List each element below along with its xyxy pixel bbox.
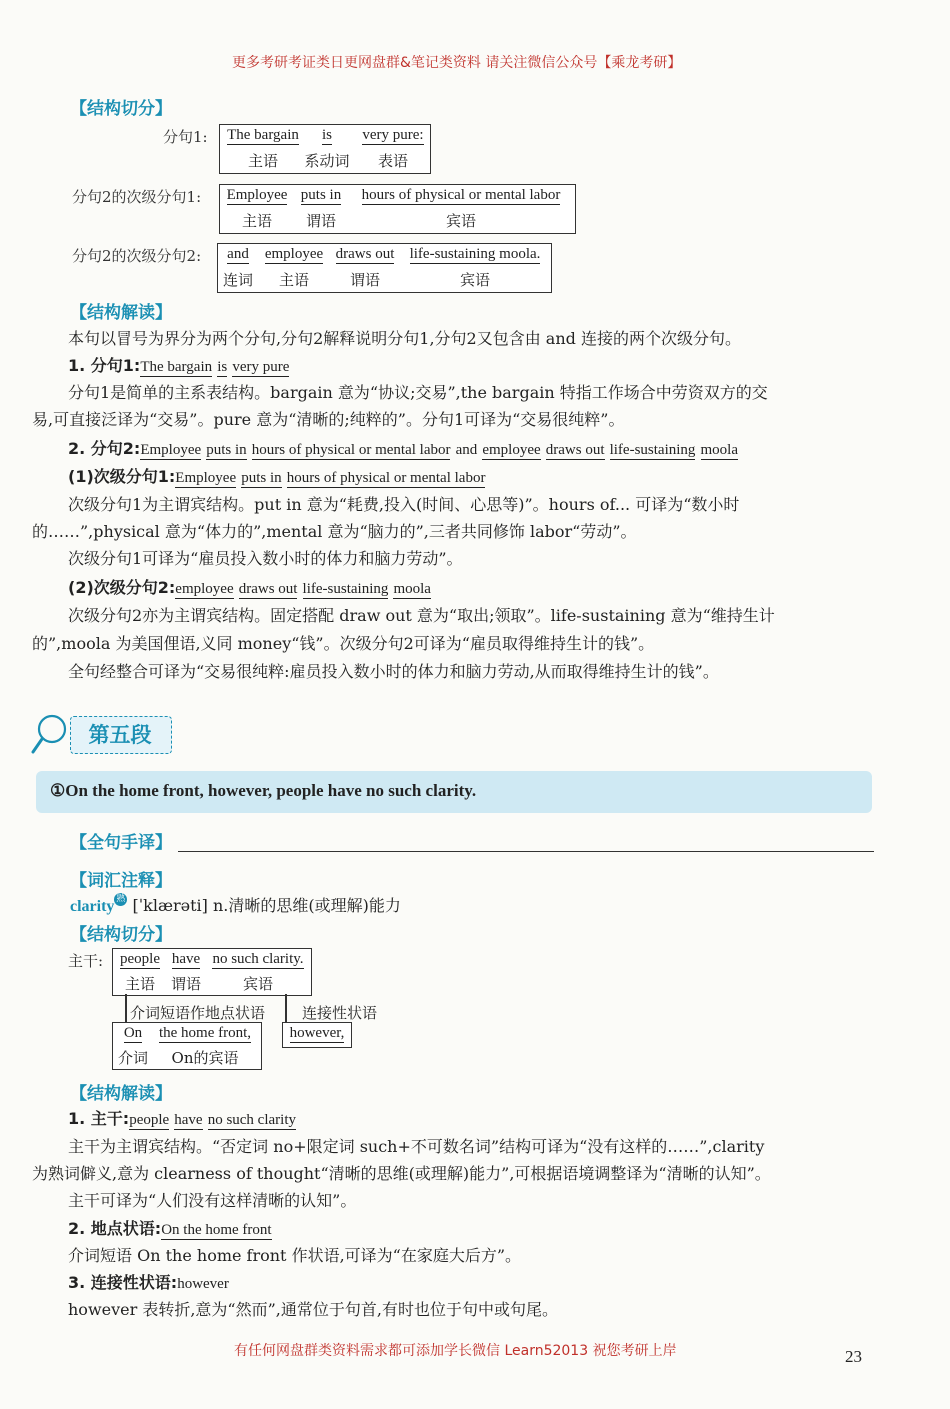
section-heading-analysis-2: 【结构解读】 bbox=[70, 1084, 172, 1104]
point-heading: 2. 分句2:Employee puts in hours of physical or mental labor and employee draws out life-sustaining moola bbox=[68, 439, 739, 458]
word: employee bbox=[264, 246, 324, 262]
role: 连词 bbox=[222, 271, 253, 289]
point-heading: (2)次级分句2:employee draws out life-sustaining moola bbox=[68, 578, 431, 597]
word: Employee bbox=[226, 187, 288, 203]
role: 主语 bbox=[278, 271, 309, 289]
word: On bbox=[123, 1025, 143, 1041]
role: 宾语 bbox=[459, 271, 490, 289]
paragraph: 次级分句1为主谓宾结构。put in 意为“耗费,投入(时间、心思等)”。hours of... 可译为“数小时 bbox=[68, 495, 740, 514]
note-left: 介词短语作地点状语 bbox=[130, 1004, 266, 1022]
vocab-entry bbox=[70, 893, 401, 916]
word: no such clarity. bbox=[212, 951, 304, 967]
section-heading-translate: 【全句手译】 bbox=[70, 833, 172, 853]
role: 谓语 bbox=[349, 271, 380, 289]
section-heading-analysis: 【结构解读】 bbox=[70, 303, 172, 323]
vocab-word: clarity bbox=[70, 898, 115, 915]
word: however, bbox=[289, 1025, 345, 1041]
role: 系动词 bbox=[304, 152, 350, 170]
role: 谓语 bbox=[305, 212, 336, 230]
point-heading: 1. 主干:people have no such clarity bbox=[68, 1109, 296, 1128]
paragraph: 主干为主谓宾结构。“否定词 no+限定词 such+不可数名词”结构可译为“没有这样的……”,clarity bbox=[68, 1137, 765, 1156]
section-title: 第五段 bbox=[88, 723, 152, 747]
pp-box bbox=[112, 1022, 262, 1070]
point-heading: 1. 分句1:The bargain is very pure bbox=[68, 356, 290, 375]
page-number: 23 bbox=[845, 1347, 862, 1366]
word: have bbox=[171, 951, 201, 967]
paragraph: 为熟词僻义,意为 clearness of thought“清晰的思维(或理解)能力”,可根据语境调整译为“清晰的认知”。 bbox=[32, 1164, 771, 1183]
point-heading: (1)次级分句1:Employee puts in hours of physical or mental labor bbox=[68, 467, 486, 486]
word: draws out bbox=[335, 246, 395, 262]
word: puts in bbox=[300, 187, 342, 203]
clause-label: 分句1: bbox=[163, 128, 208, 146]
connector bbox=[285, 994, 287, 1022]
section-heading-structure-2: 【结构切分】 bbox=[70, 925, 172, 945]
paragraph: 次级分句2亦为主谓宾结构。固定搭配 draw out 意为“取出;领取”。life-sustaining 意为“维持生计 bbox=[68, 606, 775, 625]
role: 主语 bbox=[124, 975, 155, 993]
role: 表语 bbox=[377, 152, 408, 170]
clause-box bbox=[217, 243, 552, 293]
point-heading: 2. 地点状语:On the home front bbox=[68, 1219, 272, 1238]
paragraph: 易,可直接泛译为“交易”。pure 意为“清晰的;纯粹的”。分句1可译为“交易很纯粹”。 bbox=[32, 410, 625, 429]
section-heading-vocab: 【词汇注释】 bbox=[70, 871, 172, 891]
word: the home front, bbox=[158, 1025, 252, 1041]
conj-box bbox=[282, 1022, 352, 1048]
role: 介词 bbox=[117, 1049, 148, 1067]
vocab-def: [ˈklærəti] n.清晰的思维(或理解)能力 bbox=[132, 896, 401, 915]
paragraph: 主干可译为“人们没有这样清晰的认知”。 bbox=[68, 1191, 357, 1210]
top-banner: 更多考研考证类日更网盘群&笔记类资料 请关注微信公众号【乘龙考研】 bbox=[232, 55, 682, 71]
role: 宾语 bbox=[445, 212, 476, 230]
word: people bbox=[120, 951, 160, 967]
source-sentence: ①On the home front, however, people have no such clarity. bbox=[50, 781, 477, 800]
role: 主语 bbox=[247, 152, 278, 170]
word: and bbox=[227, 246, 249, 262]
bottom-banner: 有任何网盘群类资料需求都可添加学长微信 Learn52013 祝您考研上岸 bbox=[234, 1343, 677, 1359]
role: 主语 bbox=[241, 212, 272, 230]
familiar-badge-icon: 熟 bbox=[116, 894, 126, 904]
word: life-sustaining moola. bbox=[409, 246, 541, 262]
paragraph: 次级分句1可译为“雇员投入数小时的体力和脑力劳动”。 bbox=[68, 549, 463, 568]
paragraph: 介词短语 On the home front 作状语,可译为“在家庭大后方”。 bbox=[68, 1246, 522, 1265]
main-label: 主干: bbox=[68, 952, 104, 970]
paragraph: 分句1是简单的主系表结构。bargain 意为“协议;交易”,the bargain 特指工作场合中劳资双方的交 bbox=[68, 383, 768, 402]
clause-box bbox=[219, 184, 576, 234]
role: 谓语 bbox=[170, 975, 201, 993]
connector bbox=[125, 994, 127, 1022]
paragraph: 全句经整合可译为“交易很纯粹:雇员投入数小时的体力和脑力劳动,从而取得维持生计的钱”。 bbox=[68, 662, 719, 681]
word: hours of physical or mental labor bbox=[361, 187, 561, 203]
main-clause-box bbox=[112, 948, 312, 996]
clause-label: 分句2的次级分句2: bbox=[72, 247, 202, 265]
role: On的宾语 bbox=[171, 1049, 239, 1067]
paragraph: 的”,moola 为美国俚语,义同 money“钱”。次级分句2可译为“雇员取得维持生计的钱”。 bbox=[32, 634, 655, 653]
section-heading-structure: 【结构切分】 bbox=[70, 99, 172, 119]
word: The bargain bbox=[227, 127, 299, 143]
translation-line[interactable] bbox=[178, 851, 874, 852]
word: is bbox=[321, 127, 332, 143]
clause-label: 分句2的次级分句1: bbox=[72, 188, 202, 206]
paragraph: 本句以冒号为界分为两个分句,分句2解释说明分句1,分句2又包含由 and 连接的两个次级分句。 bbox=[68, 329, 741, 348]
paragraph: 的……”,physical 意为“体力的”,mental 意为“脑力的”,三者共同修饰 labor“劳动”。 bbox=[32, 522, 637, 541]
point-heading: 3. 连接性状语:however bbox=[68, 1273, 229, 1292]
role: 宾语 bbox=[242, 975, 273, 993]
magnifier-icon bbox=[30, 712, 70, 756]
word: very pure: bbox=[362, 127, 424, 143]
clause-box bbox=[219, 124, 431, 174]
note-right: 连接性状语 bbox=[302, 1004, 378, 1022]
paragraph: however 表转折,意为“然而”,通常位于句首,有时也位于句中或句尾。 bbox=[68, 1300, 558, 1319]
